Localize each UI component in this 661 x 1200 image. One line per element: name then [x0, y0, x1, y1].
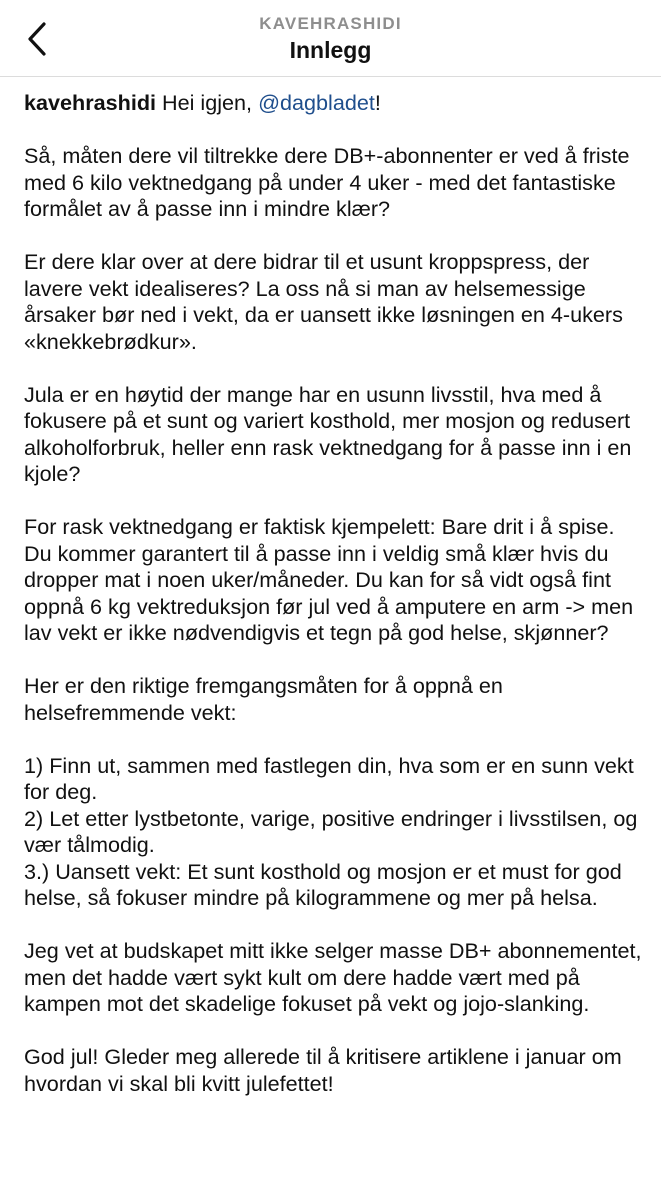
top-bar	[0, 0, 661, 77]
caption-paragraph: For rask vektnedgang er faktisk kjempelett: Bare drit i å spise. Du kommer garantert til å passe inn i veldig små klær hvis du dropper mat i noen uker/måneder. Du kan for så vidt også fint oppnå 6 kg vektreduksjon før jul ved å amputere en arm -> men lav vekt er ikke nødvendigvis et tegn på god helse, skjønner?	[24, 514, 634, 645]
steps-list	[24, 753, 644, 912]
list-item: 2) Let etter lystbetonte, varige, positive endringer i livsstilsen, og vær tålmodig.	[24, 805, 638, 857]
post-caption	[24, 90, 644, 1097]
caption-paragraph: Jeg vet at budskapet mitt ikke selger masse DB+ abonnementet, men det hadde vært sykt kult om dere hadde vært med på kampen mot det skadelige fokuset på vekt og jojo-slanking.	[24, 938, 642, 1016]
caption-paragraph: Jula er en høytid der mange har en usunn livsstil, hva med å fokusere på et sunt og variert kosthold, mer mosjon og redusert alkoholforbruk, heller enn rask vektnedgang for å passe inn i en kjole?	[24, 381, 632, 486]
list-item: 1) Finn ut, sammen med fastlegen din, hva som er en sunn vekt for deg.	[24, 752, 634, 804]
caption-paragraph: Så, måten dere vil tiltrekke dere DB+-abonnenter er ved å friste med 6 kilo vektnedgang på under 4 uker - med det fantastiske formålet av å passe inn i mindre klær?	[24, 143, 630, 221]
caption-paragraph: God jul! Gleder meg allerede til å kritisere artiklene i januar om hvordan vi skal bli kvitt julefettet!	[24, 1044, 622, 1096]
header-username[interactable]: KAVEHRASHIDI	[259, 14, 402, 33]
caption-intro	[24, 90, 644, 117]
greeting-text: Hei igjen,	[162, 90, 259, 115]
list-item: 3.) Uansett vekt: Et sunt kosthold og mosjon er et must for god helse, så fokuser mindre på kilogrammene og mer på helsa.	[24, 858, 622, 910]
mention-link[interactable]: @dagbladet	[258, 90, 375, 115]
page-title: Innlegg	[289, 37, 372, 63]
author-username[interactable]: kavehrashidi	[24, 90, 157, 115]
greeting-end: !	[374, 90, 381, 115]
caption-paragraph: Her er den riktige fremgangsmåten for å oppnå en helsefremmende vekt:	[24, 673, 503, 725]
caption-paragraph: Er dere klar over at dere bidrar til et usunt kroppspress, der lavere vekt idealiseres? La oss nå si man av helsemessige årsaker bør ned i vekt, da er uansett ikke løsningen en 4-ukers «knekkebrødkur».	[24, 249, 623, 354]
